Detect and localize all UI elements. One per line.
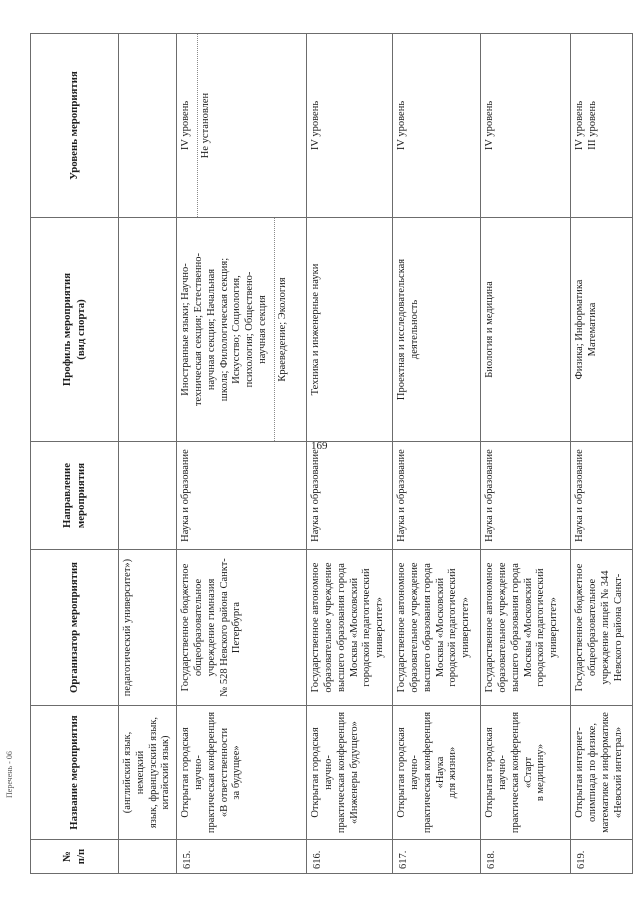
cell-num: 618. <box>481 840 571 874</box>
organizer-line: университет» <box>460 597 472 658</box>
cell-organizer <box>481 550 571 706</box>
table-row <box>119 34 177 874</box>
cell-profile <box>571 218 633 442</box>
profile-line: Иностранные языки; Научно- <box>180 263 192 396</box>
name-line: «Старт <box>522 756 534 789</box>
subrow-divider <box>197 34 198 217</box>
name-line: Открытая городская научно- <box>396 727 420 818</box>
name-line: (английский язык, немецкий <box>122 731 146 814</box>
profile-line: Биология и медицина <box>484 281 496 378</box>
organizer-line: образовательное учреждение <box>322 562 334 693</box>
organizer-line: общеобразовательное <box>586 578 598 677</box>
profile-line: психология; Обществено- <box>244 271 256 388</box>
level-line: IV уровень <box>310 100 322 151</box>
cell-direction <box>481 442 571 550</box>
cell-organizer <box>571 550 633 706</box>
name-line: «Невский интеграл» <box>612 726 624 819</box>
level-extra-line: Не установлен <box>199 92 211 159</box>
organizer-line: Петербурга <box>231 601 243 654</box>
cell-level <box>119 34 177 218</box>
cell-profile <box>307 218 393 442</box>
cell-direction <box>307 442 393 550</box>
cell-name <box>119 706 177 840</box>
level-line: IV уровень <box>180 100 192 151</box>
name-line: за будущее» <box>231 745 243 800</box>
organizer-line: № 528 Невского района Санкт- <box>218 558 230 697</box>
cell-direction <box>393 442 481 550</box>
cell-num: 616. <box>307 840 393 874</box>
direction-line: Наука и образование <box>484 449 496 542</box>
name-line: «Наука <box>434 756 446 789</box>
organizer-line: Государственное бюджетное <box>574 563 586 692</box>
organizer-line: Москвы «Московский <box>348 577 360 678</box>
header-profile: Профиль мероприятия (вид спорта) <box>31 218 119 442</box>
header-direction: Направление мероприятия <box>31 442 119 550</box>
organizer-line: высшего образования города <box>509 563 521 692</box>
cell-num <box>119 840 177 874</box>
cell-profile <box>119 218 177 442</box>
name-line: в медицину» <box>535 743 547 802</box>
rotated-table-wrapper <box>30 34 622 874</box>
organizer-line: учреждение гимназия <box>205 578 217 677</box>
header-name: Название мероприятия <box>31 706 119 840</box>
cell-name <box>571 706 633 840</box>
name-line: Открытая интернет- <box>574 727 586 818</box>
header-level: Уровень мероприятия <box>31 34 119 218</box>
events-table <box>30 33 633 874</box>
cell-direction <box>119 442 177 550</box>
name-line: Открытая городская научно- <box>180 727 204 818</box>
header-organizer: Организатор мероприятия <box>31 550 119 706</box>
name-line: «В ответственности <box>218 727 230 818</box>
organizer-line: городской педагогический <box>361 568 373 687</box>
profile-line: Физика; Информатика <box>574 279 586 380</box>
cell-organizer <box>393 550 481 706</box>
name-line: олимпиада по физике, <box>586 723 598 822</box>
profile-line: школа; Филологическая секция; <box>218 257 230 402</box>
direction-line: Наука и образование <box>396 449 408 542</box>
direction-line: Наука и образование <box>310 449 322 542</box>
level-line: III уровень <box>586 101 598 150</box>
organizer-line: педагогический университет») <box>122 558 133 697</box>
cell-num: 615. <box>177 840 307 874</box>
name-line: практическая конференция <box>509 711 521 834</box>
cell-direction <box>177 442 307 550</box>
name-line: китайский язык) <box>160 735 172 810</box>
header-num: № п/п <box>31 840 119 874</box>
cell-level <box>177 34 307 218</box>
profile-line: научная секция <box>256 295 268 364</box>
name-line: практическая конференция <box>335 711 347 834</box>
cell-organizer <box>307 550 393 706</box>
direction-line: Наука и образование <box>180 449 192 542</box>
footer-mark: Перечень - 06 <box>5 751 14 798</box>
cell-level <box>393 34 481 218</box>
organizer-line: Государственное бюджетное <box>180 563 192 692</box>
cell-organizer <box>119 550 177 706</box>
table-row <box>177 34 307 874</box>
organizer-line: Москвы «Московский <box>434 577 446 678</box>
organizer-line: университет» <box>374 597 386 658</box>
cell-organizer <box>177 550 307 706</box>
profile-line: Проектная и исследовательская <box>396 258 408 401</box>
name-line: математике и информатике <box>599 712 611 833</box>
name-line: язык, французский язык, <box>147 716 159 829</box>
profile-line: Техника и инженерные науки <box>310 263 322 396</box>
header-row <box>31 34 119 874</box>
name-line: Открытая городская научно- <box>310 727 334 818</box>
organizer-line: Государственное автономное <box>396 562 408 693</box>
cell-num: 617. <box>393 840 481 874</box>
profile-line: техническая секция; Естественно- <box>192 252 204 407</box>
subrow-divider <box>274 218 275 441</box>
cell-num: 619. <box>571 840 633 874</box>
name-line: Открытая городская научно- <box>484 727 508 818</box>
level-line: IV уровень <box>484 100 496 151</box>
organizer-line: Государственное автономное <box>484 562 496 693</box>
name-line: для жизни» <box>447 746 459 799</box>
organizer-line: университет» <box>548 597 560 658</box>
table-row <box>393 34 481 874</box>
cell-level <box>307 34 393 218</box>
cell-name <box>307 706 393 840</box>
organizer-line: высшего образования города <box>335 563 347 692</box>
organizer-line: учреждение лицей № 344 <box>599 570 611 685</box>
profile-line: деятельность <box>408 299 420 360</box>
organizer-line: образовательное учреждение <box>408 562 420 693</box>
page-number: 169 <box>311 440 328 452</box>
profile-line: Искусство; Социология, <box>231 275 243 384</box>
cell-name <box>177 706 307 840</box>
table-row <box>571 34 633 874</box>
table-row <box>481 34 571 874</box>
level-line: IV уровень <box>396 100 408 151</box>
organizer-line: Государственное автономное <box>310 562 322 693</box>
cell-name <box>393 706 481 840</box>
cell-profile <box>177 218 307 442</box>
direction-line: Наука и образование <box>574 449 586 542</box>
organizer-line: высшего образования города <box>421 563 433 692</box>
name-line: практическая конференция <box>421 711 433 834</box>
organizer-line: городской педагогический <box>535 568 547 687</box>
cell-level <box>571 34 633 218</box>
table-row <box>307 34 393 874</box>
organizer-line: Невского района Санкт- <box>612 573 624 682</box>
organizer-line: Москвы «Московский <box>522 577 534 678</box>
name-line: «Инженеры будущего» <box>348 721 360 824</box>
level-line: IV уровень <box>574 100 586 151</box>
cell-direction <box>571 442 633 550</box>
profile-line: научная секция; Начальная <box>205 268 217 391</box>
table-body <box>119 34 633 874</box>
organizer-line: городской педагогический <box>447 568 459 687</box>
cell-profile <box>481 218 571 442</box>
organizer-line: общеобразовательное <box>192 578 204 677</box>
cell-level <box>481 34 571 218</box>
profile-line: Математика <box>586 302 598 357</box>
profile-extra-line: Краеведение; Экология <box>276 277 288 382</box>
name-line: практическая конференция <box>205 711 217 834</box>
cell-profile <box>393 218 481 442</box>
cell-name <box>481 706 571 840</box>
organizer-line: образовательное учреждение <box>496 562 508 693</box>
